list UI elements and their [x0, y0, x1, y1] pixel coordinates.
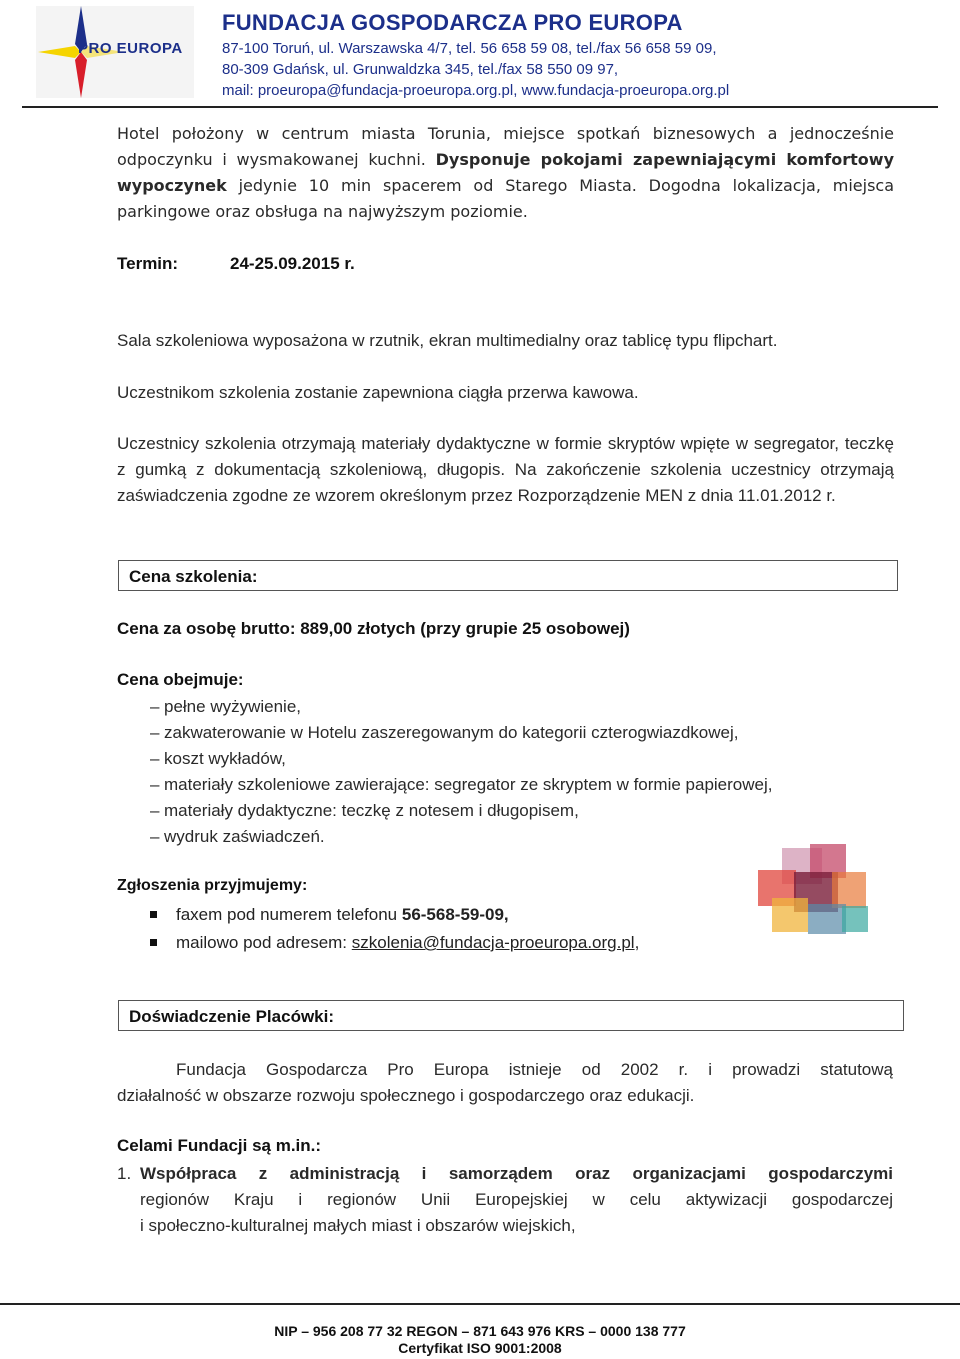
- applications-list: [150, 901, 639, 957]
- decorative-squares-image: [752, 842, 872, 938]
- includes-title: Cena obejmuje:: [117, 670, 244, 689]
- mail-item: mailowo pod adresem: szkolenia@fundacja-proeuropa.org.pl,: [150, 929, 639, 957]
- experience-line2: działalność w obszarze rozwoju społecznego i gospodarczego oraz edukacji.: [117, 1086, 695, 1105]
- term-label: Termin:: [117, 254, 179, 273]
- goal-bold: Współpraca z administracją i samorządem oraz organizacjami gospodarczymi: [140, 1164, 893, 1183]
- materials-paragraph: Uczestnicy szkolenia otrzymają materiały dydaktyczne w formie skryptów wpięte w segregator, teczkę z gumką z dokumentacją szkoleniową, długopis. Na zakończenie szkolenia uczestnicy otrzymają zaświadczenia zgodne ze wzorem określonym przez Rozporządzenie MEN z dnia 11.01.2012 r.: [117, 434, 894, 505]
- price-per-person: Cena za osobę brutto: 889,00 złotych (przy grupie 25 osobowej): [117, 619, 630, 638]
- room-paragraph: Sala szkoleniowa wyposażona w rzutnik, ekran multimedialny oraz tablicę typu flipchart.: [117, 331, 778, 350]
- price-section-box: [118, 560, 898, 591]
- mail-link[interactable]: szkolenia@fundacja-proeuropa.org.pl: [351, 933, 635, 952]
- org-name: FUNDACJA GOSPODARCZA PRO EUROPA: [222, 10, 683, 35]
- term-value: 24-25.09.2015 r.: [230, 254, 355, 273]
- fax-item: faxem pod numerem telefonu 56-568-59-09,: [150, 901, 639, 929]
- header-divider: [22, 106, 938, 108]
- list-item: – pełne wyżywienie,: [150, 694, 772, 720]
- org-address-torun: 87-100 Toruń, ul. Warszawska 4/7, tel. 56 658 59 08, tel./fax 56 658 59 09,: [222, 40, 717, 57]
- applications-title: Zgłoszenia przyjmujemy:: [117, 877, 308, 894]
- experience-section-box: [118, 1000, 904, 1031]
- hotel-paragraph: Hotel położony w centrum miasta Torunia, miejsce spotkań biznesowych a jednocześnie odpoczynku i wysmakowanej kuchni. Dysponuje pokojami zapewniającymi komfortowy wypoczynek jedynie 10 min spacerem od Starego Miasta. Dogodna lokalizacja, miejsca parkingowe oraz obsługa na najwyższym poziomie.: [117, 124, 895, 221]
- fax-number: 56-568-59-09,: [401, 905, 509, 924]
- list-item: – materiały szkoleniowe zawierające: segregator ze skryptem w formie papierowej,: [150, 772, 772, 798]
- goals-title: Celami Fundacji są m.in.:: [117, 1136, 322, 1155]
- includes-list: [150, 694, 772, 850]
- price-section-title: Cena szkolenia:: [129, 567, 258, 586]
- goal-text-line1: regionów Kraju i regionów Unii Europejskiej w celu aktywizacji gospodarczej: [140, 1190, 893, 1209]
- org-address-gdansk: 80-309 Gdańsk, ul. Grunwaldzka 345, tel./fax 58 550 09 97,: [222, 61, 619, 78]
- goal-number: 1.: [117, 1164, 132, 1183]
- coffee-paragraph: Uczestnikom szkolenia zostanie zapewniona ciągła przerwa kawowa.: [117, 383, 639, 402]
- footer-certificate: Certyfikat ISO 9001:2008: [398, 1340, 562, 1356]
- list-item: – zakwaterowanie w Hotelu zaszeregowanym do kategorii czterogwiazdkowej,: [150, 720, 772, 746]
- goal-text-line2: i społeczno-kulturalnej małych miast i obszarów wiejskich,: [140, 1216, 576, 1235]
- footer-divider: [0, 1303, 960, 1305]
- experience-section-title: Doświadczenie Placówki:: [129, 1007, 335, 1026]
- org-contact: mail: proeuropa@fundacja-proeuropa.org.pl, www.fundacja-proeuropa.org.pl: [222, 82, 730, 99]
- footer-registry: NIP – 956 208 77 32 REGON – 871 643 976 KRS – 0000 138 777: [274, 1323, 686, 1339]
- experience-line1: Fundacja Gospodarcza Pro Europa istnieje od 2002 r. i prowadzi statutową: [176, 1060, 893, 1079]
- list-item: – materiały dydaktyczne: teczkę z notesem i długopisem,: [150, 798, 772, 824]
- list-item: – wydruk zaświadczeń.: [150, 824, 772, 850]
- list-item: – koszt wykładów,: [150, 746, 772, 772]
- logo-text: PRO EUROPA: [78, 40, 183, 57]
